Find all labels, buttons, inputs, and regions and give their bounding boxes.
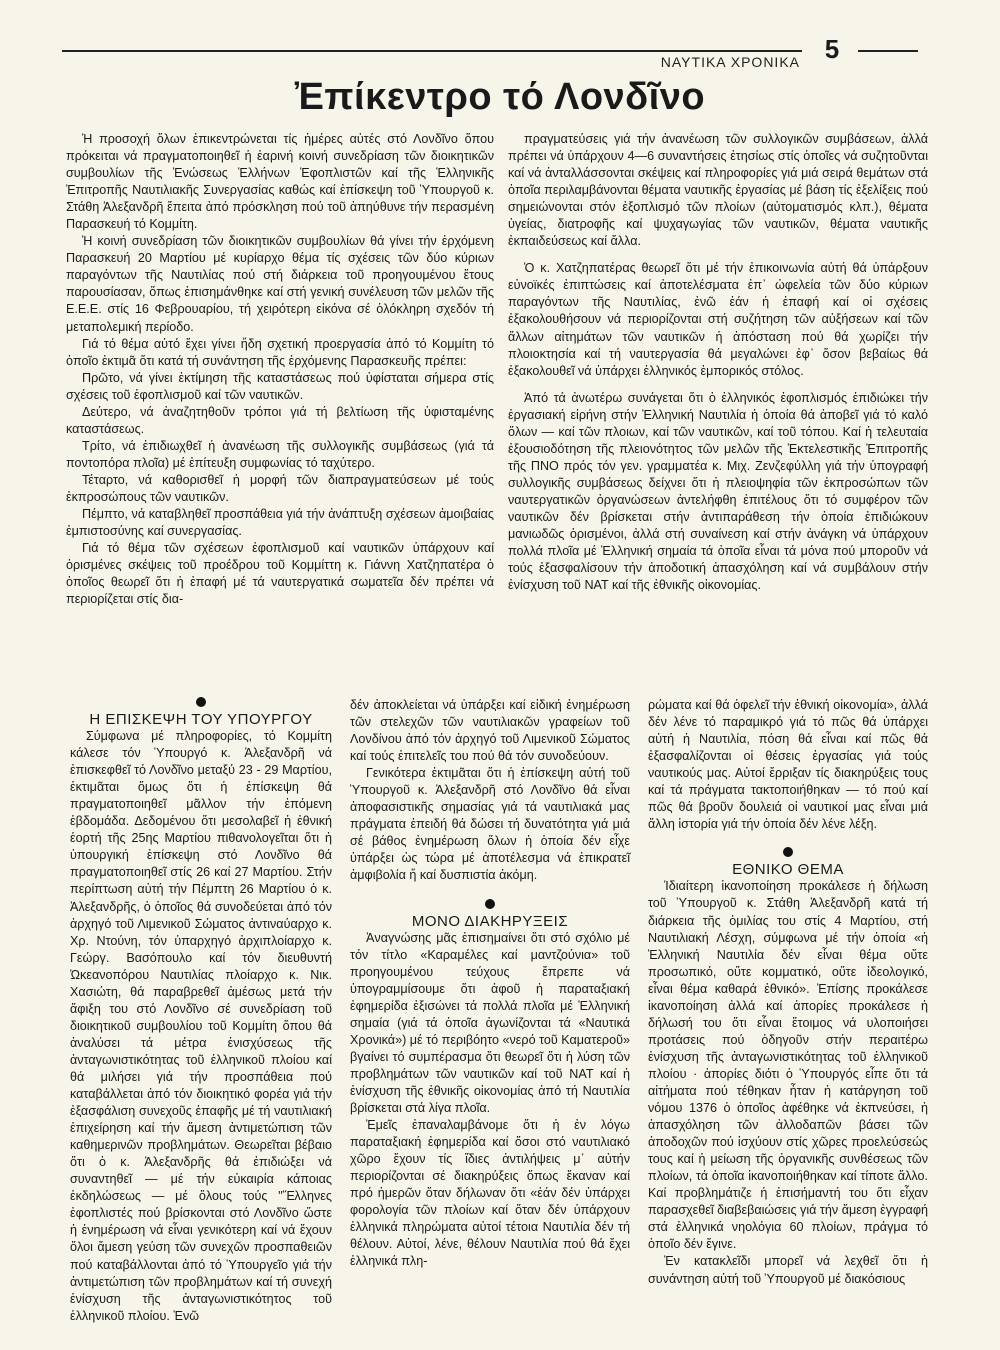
paragraph: Γιά τό θέμα αὐτό ἔχει γίνει ἤδη σχετική προεργασία ἀπό τό Κομμίτη τό ὁποῖο ἐκτιμᾶ ὅτι κατά τή συνάντηση τῆς ἐρχόμενης Παρασκευῆς πρέπει: — [66, 336, 494, 368]
masthead-rule-left — [62, 50, 802, 52]
article-title: Ἐπίκεντρο τό Λονδῖνο — [294, 76, 706, 118]
paragraph: Πέμπτο, νά καταβληθεῖ προσπάθεια γιά τήν ἀνάπτυξη σχέσεων ἀμοιβαίας ἐμπιστοσύνης καί συνεργασίας. — [66, 507, 494, 539]
masthead-rule-right — [858, 50, 918, 52]
page-number: 5 — [824, 34, 840, 64]
paragraph: Ἀναγνώσης μᾶς ἐπισημαίνει ὅτι στό σχόλιο μέ τόν τίτλο «Καραμέλες καί μαντζούνια» τοῦ προηγουμένου τεύχους ἔπρεπε νά ὑπογραμμίσουμε ὅτι ἀφοῦ ἡ παραταξιακή ἐφημερίδα ἐξισώνει τά πολλά πλοῖα μέ Ἑλληνική σημαία (γιά τά ὁποῖα ἀγωνίζονται τά «Ναυτικά Χρονικά») μέ τό περιβόητο «νερό τοῦ Καματεροῦ» βγαίνει τό συμπέρασμα ὅτι θεωρεῖ ὅτι ἡ λύση τῶν προβλημάτων τῶν ναυτικῶν καί τοῦ ΝΑΤ καί ἡ ἐνίσχυση τῆς ἐθνικῆς οἰκονομίας ἀπό τή Ναυτιλία βρίσκεται στά λίγα πλοῖα. — [350, 930, 630, 1116]
paragraph: Ἡ κοινή συνεδρίαση τῶν διοικητικῶν συμβουλίων θά γίνει τήν ἐρχόμενη Παρασκευή 20 Μαρτίου μέ κυρίαρχο θέμα τίς σχέσεις τῶν δύο κύριων παραγόντων τῆς Ναυτιλίας πού στή διάρκεια τοῦ προηγουμένου ἔτους παρουσίασαν, ὅπως ἐπισημάνθηκε καί στή γενική συνέλευση τῶν μελῶν τῆς Ε.Ε.Ε. στίς 16 Φεβρουαρίου, τή χειρότερη εἰκόνα σέ ὁλόκληρη σχεδόν τή μεταπολεμική περίοδο. — [66, 234, 494, 334]
paragraph: πραγματεύσεις γιά τήν ἀνανέωση τῶν συλλογικῶν συμβάσεων, ἀλλά πρέπει νά ὑπάρχουν 4—6 συναντήσεις ἐτησίως στίς ὁποῖες νά συζητοῦνται καί νά ἀνταλλάσσονται σκέψεις καί πληροφορίες γιά μιά σειρά θεμάτων στά ὁποῖα περιλαμβάνονται θέματα ναυτικῆς ἐργασίας μέ βάση τίς ἐξελίξεις πού σημειώνονται στόν ἐξοπλισμό τῶν πλοίων (αὐτοματισμός κλπ.), θέματα ὑγείας, διατροφῆς καί ψυχαγωγίας τῶν ναυτικῶν, θέματα ναυτικῆς ἐκπαιδεύσεως καί ἄλλα. — [508, 132, 928, 249]
paragraph: Δεύτερο, νά ἀναζητηθοῦν τρόποι γιά τή βελτίωση τῆς ὑφισταμένης καταστάσεως. — [66, 404, 494, 436]
paragraph: Τέταρτο, νά καθορισθεῖ ἡ μορφή τῶν διαπραγματεύσεων μέ τούς ἐκπροσώπους τῶν ναυτικῶν. — [66, 472, 494, 504]
section-heading-declarations: ΜΟΝΟ ΔΙΑΚΗΡΥΞΕΙΣ — [411, 912, 569, 930]
section-bullet-icon — [485, 899, 495, 909]
paragraph: Ὁ κ. Χατζηπατέρας θεωρεῖ ὅτι μέ τήν ἐπικοινωνία αὐτή θά ὑπάρξουν εὐνοϊκές ἐπιπτώσεις καί ἀποτελέσματα ἐπ᾽ ὠφελεία τῶν δύο κύριων παραγόντων τῆς Ναυτιλίας, ἐνῶ ἐάν ἡ ἐπαφή καί οἱ σχέσεις ἐξακολουθήσουν νά περιορίζονται στή συζήτηση τῶν αὐξήσεων καί τῶν ἄλλων αἰτημάτων τῶν ναυτικῶν ἡ ἀπόσταση πού θά χωρίζει τήν πλοιοκτησία καί τή ναυτεργασία θά μεγαλώνει ἐφ᾽ ὅσον βεβαίως θά ἐξακολουθεῖ νά ὑπάρχει ἑλληνικός ἐμπορικός στόλος. — [508, 261, 928, 378]
paragraph: Ἐν κατακλεῖδι μπορεῖ νά λεχθεῖ ὅτι ἡ συνάντηση αὐτή τοῦ Ὑπουργοῦ μέ διακόσιους — [648, 1254, 928, 1286]
paragraph: Ἰδιαίτερη ἱκανοποίηση προκάλεσε ἡ δήλωση τοῦ Ὑπουργοῦ κ. Στάθη Ἀλεξανδρῆ κατά τή διάρκεια τῆς ὁμιλίας του στίς 4 Μαρτίου, στή Ναυτιλιακή Λέσχη, σύμφωνα μέ τήν ὁποία «ἡ Ἑλληνική Ναυτιλία δέν εἶναι θέμα οὔτε προσωπικό, οὔτε κομματικό, οὔτε ἰδεολογικό, εἶναι θέμα καθαρά ἐθνικό». Ἐπίσης προκάλεσε ἱκανοποίηση ἀλλά καί ἀπορίες προκάλεσε ἡ δήλωσή του ὅτι εἶναι ἕτοιμος νά υλοποιήσει προτάσεις πού ὁδηγοῦν στήν περαιτέρω ἐνίσχυση τῆς ἀνταγωνιστικότητας τοῦ ἑλληνικοῦ πλοίου · ἀπορίες διότι ὁ Ὑπουργός εἶπε ὅτι τά αἰτήματα πού τέθηκαν ἦταν ἡ κατάργηση τοῦ νόμου 1376 ὁ ὁποῖος ἀφέθηκε νά ἐκπνεύσει, ἡ ἀπασχόληση τῶν ἀλλοδαπῶν βάσει τῶν ἀποδοχῶν πού ἰσχύουν στίς χῶρες προελεύσεώς τους καί ἡ μείωση τῆς ὀργανικῆς συνθέσεως τῶν πλοίων, τά ὁποῖα ἱκανοποιήθηκαν καί τίποτε ἄλλο. Καί προβλημάτιζε ἡ ἐπισήμαντή του ὅτι εἶχαν παρασχεθεῖ διαβεβαιώσεις γιά τήν ἄμεση ἐγγραφή στά ἑλληνικά νηολόγια 60 πλοίων, πράγμα τό ὁποῖο δέν ἔγινε. — [648, 879, 928, 1252]
paragraph: Σύμφωνα μέ πληροφορίες, τό Κομμίτη κάλεσε τόν Ὑπουργό κ. Ἀλεξανδρῆ νά ἐπισκεφθεῖ τό Λονδῖνο μεταξύ 23 - 29 Μαρτίου, ἐκτιμᾶται ὅμως ὅτι ἡ ἐπίσκεψη θά πραγματοποιηθεῖ μᾶλλον τήν ἑπόμενη ἑβδομάδα. Δεδομένου ὅτι μεσολαβεῖ ἡ ἐθνική ἑορτή τῆς 25ης Μαρτίου πιθανολογεῖται ὅτι ἡ ὑπουργική ἐπίσκεψη στό Λονδῖνο θά πραγματοποιηθεῖ στίς 26 καί 27 Μαρτίου. Στήν περίπτωση αὐτή τήν Πέμπτη 26 Μαρτίου ὁ κ. Ἀλεξανδρῆς, ὁ ὁποῖος θά συνοδεύεται ἀπό τόν ἀρχηγό τοῦ Λιμενικοῦ Σώματος ἀντιναύαρχο κ. Χρ. Ντούνη, τόν ὑπαρχηγό ἀρχιπλοίαρχο κ. Γεώργ. Βασόπουλο καί τόν διευθυντή Ὠκεανοπόρου Ναυτιλίας πλοίαρχο κ. Νικ. Χασιώτη, θά παραβρεθεῖ ἀμέσως μετά τήν ἄφιξη του στό Λονδῖνο σέ συνεδρίαση τοῦ διοικητικοῦ συμβουλίου τοῦ Κομμίτη ὅπου θά ἀναλύσει τά μέτρα ἐνισχύσεως τῆς ἀνταγωνιστικότητας τοῦ ἑλληνικοῦ πλοίου καί θά μιλήσει γιά τήν προσπάθεια πού καταβάλλεται ἀπό τόν διοικητικό φορέα γιά τήν ἐξασφάλιση συνεχοῦς ἐπαφῆς μέ τή ναυτιλιακή ἐπιχείρηση καί τήν ἄμεση ἀντιμετώπιση τῶν καθημερινῶν προβλημάτων. Θεωρεῖται βέβαιο ὅτι ὁ κ. Ἀλεξανδρῆς θά ἐπιδιώξει νά συναντηθεῖ — μέ τήν εὐκαιρία κάποιας ἐκδηλώσεως — μέ ὅλους τούς "Ἕλληνες ἐφοπλιστές πού βρίσκονται στό Λονδῖνο ὥστε ἡ ἐνημέρωση νά εἶναι γενικότερη καί νά ἔχουν ὅλοι ἄμεση γεύση τῶν συνεχῶν προσπαθειῶν πού καταβάλλονται ἀπό τό Ὑπουργεῖο γιά τήν ἀντιμετώπιση τῶν προβλημάτων καί τή συνεχή ἐνίσχυση τῆς ἀνταγωνιστικότητος τοῦ ἑλληνικοῦ πλοίου. Ἐνῶ — [70, 729, 332, 1323]
section-bullet-icon — [196, 697, 206, 707]
section-heading-national: ΕΘΝΙΚΟ ΘΕΜΑ — [732, 861, 844, 879]
article-column-left — [66, 131, 494, 608]
paragraph: δέν ἀποκλείεται νά ὑπάρξει καί εἰδική ἐνημέρωση τῶν στελεχῶν τῶν ναυτιλιακῶν γραφείων τοῦ Λονδίνου ἀπό τόν ἀρχηγό τοῦ Λιμενικοῦ Σώματος καί τούς ἐπιτελεῖς του πού θά τόν συνοδεύουν. — [350, 698, 630, 764]
middle-column — [350, 697, 630, 1271]
section-bullet-icon — [783, 847, 793, 857]
paragraph: Πρῶτο, νά γίνει ἐκτίμηση τῆς καταστάσεως πού ὑφίσταται σήμερα στίς σχέσεις τοῦ ἐφοπλισμοῦ καί τῶν ναυτικῶν. — [66, 370, 494, 402]
paragraph: Ἡ προσοχή ὅλων ἐπικεντρώνεται τίς ἡμέρες αὐτές στό Λονδῖνο ὅπου πρόκειται νά πραγματοποιηθεῖ ἡ ἐαρινή κοινή συνεδρίαση τῶν διοικητικῶν συμβουλίων τῆς Ἑνώσεως Ἑλλήνων Ἐφοπλιστῶν καί τῆς Ἑλληνικῆς Ἐπιτροπῆς Ναυτιλιακῆς Συνεργασίας καθώς καί ἐπίσκεψη τοῦ Ὑπουργοῦ κ. Στάθη Ἀλεξανδρῆ ἔπειτα ἀπό πρόσκληση πού τοῦ ἀπηύθυνε τήν περασμένη Παρασκευή τό Κομμίτη. — [66, 132, 494, 232]
paragraph: Ἀπό τά ἀνωτέρω συνάγεται ὅτι ὁ ἑλληνικός ἐφοπλισμός ἐπιδιώκει τήν ἐργασιακή εἰρήνη στήν Ἑλληνική Ναυτιλία ἡ ὁποία θά ἀποβεῖ γιά τό καλό ὅλων — καί τῶν πλοιων, καί τῶν ναυτικῶν, καί τοῦ τόπου. Καί ἡ τελευταία ἐξουσιοδότηση τῆς πλειονότητος τῶν μελῶν τῆς Ἐκτελεστικῆς Ἐπιτροπῆς τῆς ΠΝΟ πρός τόν γεν. γραμματέα κ. Μιχ. Ζενζεφύλλη γιά τήν ὑπογραφή συλλογικῆς συμβάσεως δείχνει ὅτι ἡ πλειοψηφία τῶν ἐκπροσώπων τῶν ναυτεργατικῶν ὀργανώσεων ἀντελήφθη ἐπιτέλους ὅτι τό συμφέρον τῶν ναυτικῶν δέν βρίσκεται στήν ἀντιπαράθεση τήν ὁποία ἐπιδιώκουν μανιωδῶς ὁρισμένοι, ἀλλά στή συναίνεση καί στήν ἀνάγκη νά ὑπάρχουν πολλά πλοῖα μέ Ἑλληνική σημαία τά ὁποῖα εἶναι τά μόνα πού μποροῦν νά τούς ἐξασφαλίσουν τήν ἀποδοτική ἀπασχόληση καί νά συμβάλουν στήν ἐνίσχυση τοῦ ΝΑΤ καί τῆς ἐθνικῆς οἰκονομίας. — [508, 390, 928, 593]
paragraph: ρώματα καί θά ὀφελεῖ τήν ἐθνική οἰκονομία», ἀλλά δέν λένε τό παραμικρό γιά τό πῶς θά ὑπάρχει αὐτή ἡ Ναυτιλία, πόση θά εἶναι καί πῶς θά ἐξασφαλίζονται οἱ θέσεις ἐργασίας γιά τούς ναυτικούς μας. Αὐτοί ἔρριξαν τίς διακηρύξεις τους καί τά πράγματα τακτοποιήθηκαν — τό πού καί πῶς θά βροῦν δουλειά οἱ ναυτικοί μας εἶναι μιά ἄλλη ἱστορία γιά τήν ὁποία δέν λένε λέξη. — [648, 698, 928, 832]
section-heading-visit: Η ΕΠΙΣΚΕΨΗ ΤΟΥ ΥΠΟΥΡΓΟΥ — [89, 711, 313, 728]
paragraph: Τρίτο, νά ἐπιδιωχθεῖ ἡ ἀνανέωση τῆς συλλογικῆς συμβάσεως (γιά τά ποντοπόρα πλοῖα) μέ ἐπίτευξη συμφωνίας τό ταχύτερο. — [66, 438, 494, 470]
publication-name: ΝΑΥΤΙΚΑ ΧΡΟΝΙΚΑ — [660, 54, 800, 70]
paragraph: Γενικότερα ἐκτιμᾶται ὅτι ἡ ἐπίσκεψη αὐτή τοῦ Ὑπουργοῦ κ. Ἀλεξανδρῆ στό Λονδῖνο θά εἶναι ἀποφασιστικῆς σημασίας γιά τά ναυτιλιακά μας πράγματα ἐπειδή θά δώσει τή δυνατότητα γιά μιά σέ βάθος ἐνημέρωση ὅλων ἡ ὁποία δέν εἶχε ὑπάρξει ὡς τώρα μέ ἀποτέλεσμα νά ἐπικρατεῖ ἀμφιβολία ἤ καί δυσπιστία ἀκόμη. — [350, 766, 630, 883]
visit-column — [70, 697, 332, 1325]
paragraph: Ἐμεῖς ἐπαναλαμβάνομε ὅτι ἡ ἐν λόγω παραταξιακή ἐφημερίδα καί ὅσοι στό ναυτιλιακό χῶρο ἔχουν τίς ἴδιες ἀντιλήψεις μ᾽ αὐτήν περιορίζονται σέ διακηρύξεις ὅπως ἔκαναν καί πρό ἡμερῶν ὅταν δήλωναν ὅτι «ἐάν δέν ὑπάρχει φορολογία τῶν πλοίων καί ὅταν δέν ὑπάρχουν ἑλληνικά πληρώματα αὐτοί τέτοια Ναυτιλία δέν τή θέλουν. Αὐτοί, λένε, θέλουν Ναυτιλία πού θά ἔχει ἑλληνικά πλη- — [350, 1118, 630, 1269]
article-column-right — [508, 131, 928, 594]
paragraph: Γιά τό θέμα τῶν σχέσεων ἐφοπλισμοῦ καί ναυτικῶν ὑπάρχουν καί ὁρισμένες σκέψεις τοῦ προέδρου τοῦ Κομμίττη κ. Γιάννη Χατζηπατέρα ὁ ὁποῖος θεωρεῖ ὅτι ἡ ἐπαφή μέ τά ναυτεργατικά σωματεῖα δέν πρέπει νά περιορίζεται στίς δια- — [66, 541, 494, 607]
right-column — [648, 697, 928, 1288]
